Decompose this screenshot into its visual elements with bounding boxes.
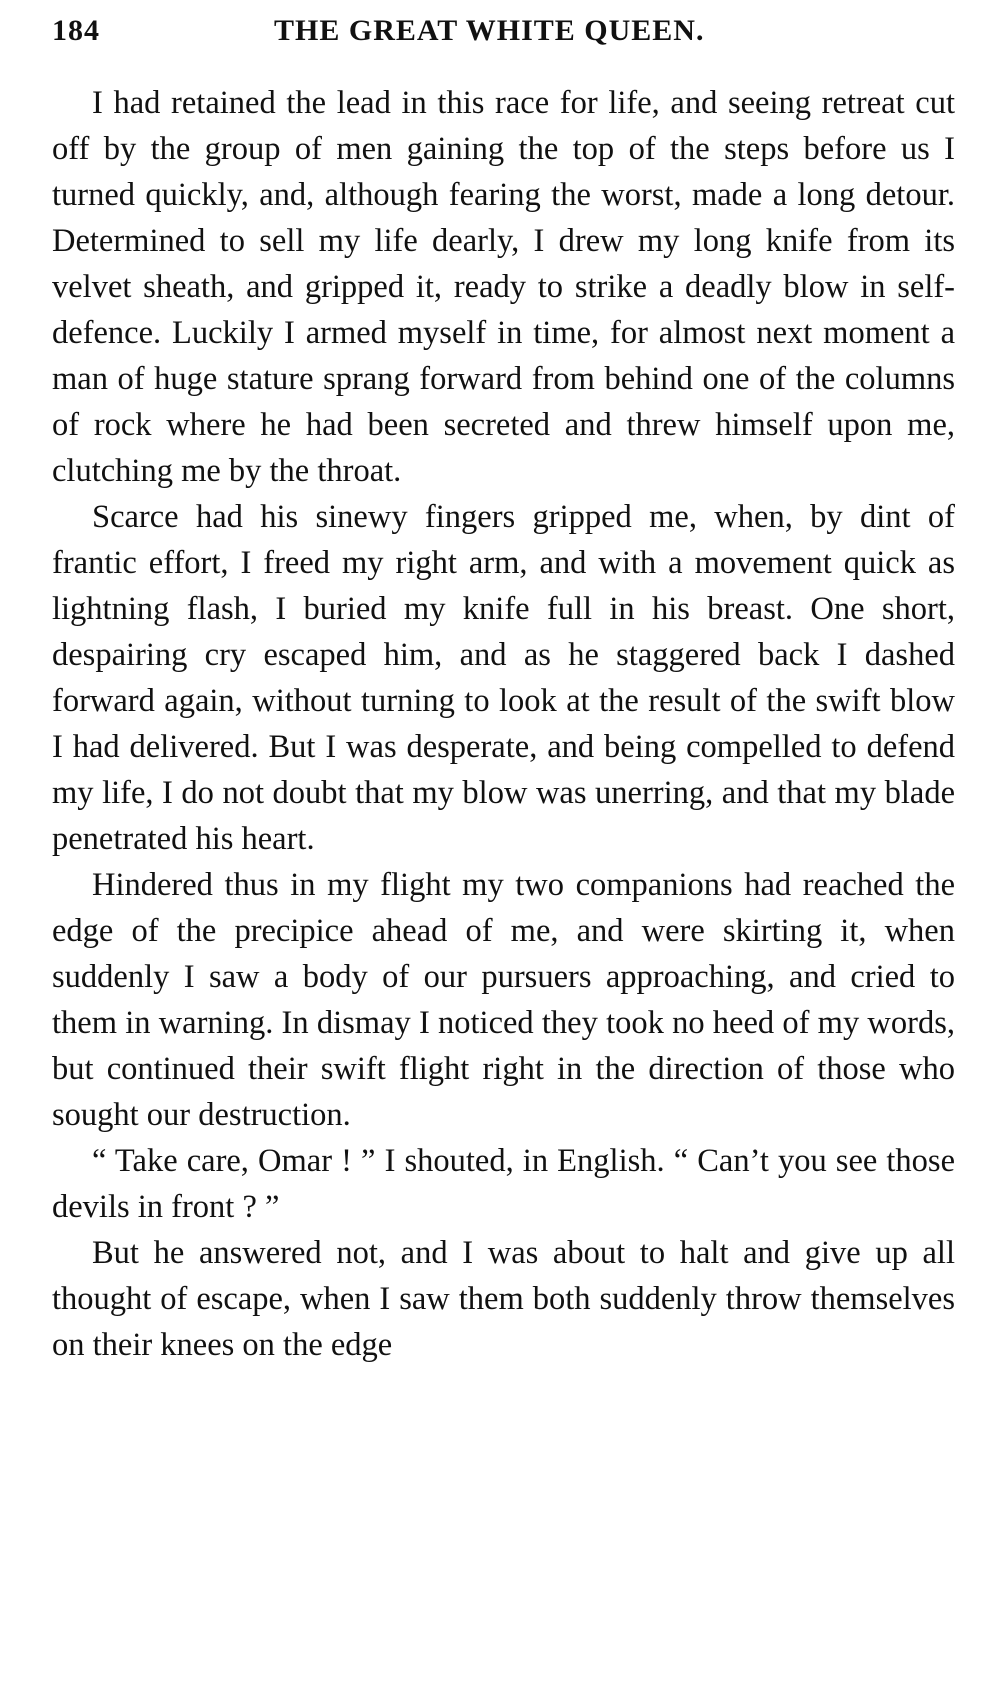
paragraph: Scarce had his sinewy fingers gripped me, when, by dint of frantic effort, I freed my right arm, and with a movement quick as lightning flash, I buried my knife full in his breast. One short, despairing cry escaped him, and as he staggered back I dashed forward again, without turning to look at the result of the swift blow I had delivered. But I was desperate, and being compelled to defend my life, I do not doubt that my blow was unerring, and that my blade penetrated his heart. xyxy=(52,499,955,857)
paragraph: But he answered not, and I was about to halt and give up all thought of escape, when I saw them both suddenly throw themselves on their knees on the edge xyxy=(52,1235,955,1363)
paragraph: I had retained the lead in this race for life, and seeing retreat cut off by the group of men gaining the top of the steps before us I turned quickly, and, although fearing the worst, made a long detour. Determined to sell my life dearly, I drew my long knife from its velvet sheath, and gripped it, ready to strike a deadly blow in self-defence. Luckily I armed myself in time, for almost next moment a man of huge stature sprang forward from behind one of the columns of rock where he had been secreted and threw himself upon me, clutching me by the throat. xyxy=(52,85,955,489)
running-head xyxy=(52,14,957,54)
paragraph: “ Take care, Omar ! ” I shouted, in English. “ Can’t you see those devils in front ? ” xyxy=(52,1143,955,1225)
running-title: THE GREAT WHITE QUEEN. xyxy=(274,14,705,47)
paragraph: Hindered thus in my flight my two companions had reached the edge of the precipice ahead of me, and were skirting it, when suddenly I saw a body of our pursuers approaching, and cried to them in warning. In dismay I noticed they took no heed of my words, but continued their swift flight right in the direction of those who sought our destruction. xyxy=(52,867,955,1133)
page-number: 184 xyxy=(52,14,100,47)
body-text xyxy=(52,80,955,1368)
